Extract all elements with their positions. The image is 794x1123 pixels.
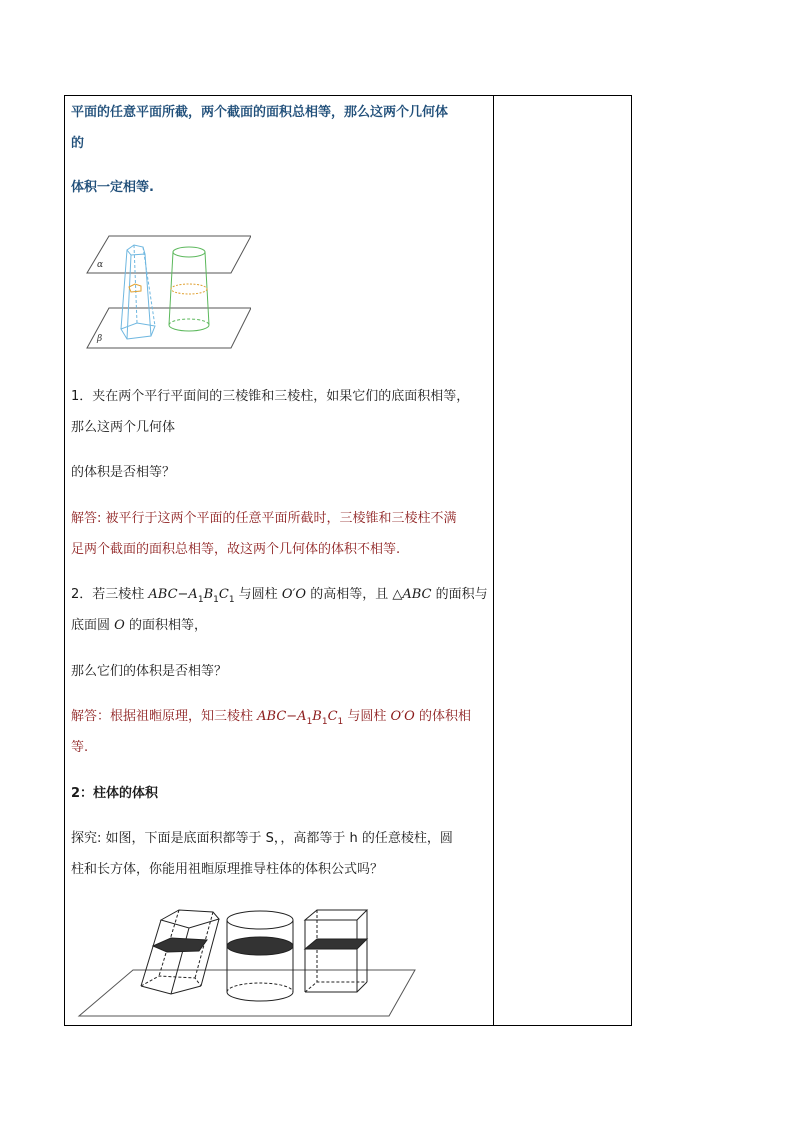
answer-1-line-2: 足两个截面的面积总相等，故这两个几何体的体积不相等. [71, 542, 401, 557]
explore-line-1: 探究: 如图，下面是底面积都等于 S，，高都等于 h 的任意棱柱，圆 [71, 831, 453, 846]
question-1-line-3: 的体积是否相等？ [71, 465, 176, 480]
zuxuan-principle-figure [79, 231, 251, 353]
content-table [64, 95, 632, 1026]
question-2-line-2: 底面圆 O 的面积相等， [71, 618, 207, 633]
intro-line-2: 的 [71, 136, 85, 151]
answer-1-line-1: 解答: 被平行于这两个平面的任意平面所截时，三棱锥和三棱柱不满 [71, 511, 457, 526]
intro-line-1: 平面的任意平面所截，两个截面的面积总相等，那么这两个几何体 [71, 105, 449, 120]
explore-line-2: 柱和长方体，你能用祖暅原理推导柱体的体积公式吗？ [71, 862, 384, 877]
answer-2-line-2: 等. [71, 740, 89, 755]
cylinder-volume-figure [77, 906, 417, 1022]
question-2-line-1: 2．若三棱柱 $ABC-A_1B_1C_1$ 与圆柱 O′O 的高相等，且 △ABC 的面积与 [71, 587, 488, 605]
section-2-title: 2：柱体的体积 [71, 786, 159, 801]
plane-beta-label: β [97, 334, 103, 344]
question-2-line-3: 那么它们的体积是否相等？ [71, 664, 228, 679]
answer-2-line-1: 解答：根据祖暅原理，知三棱柱 $ABC-A_1B_1C_1$ 与圆柱 O′O 的体积相 [71, 709, 471, 727]
column-divider [493, 96, 494, 1025]
plane-alpha-label: α [97, 260, 104, 270]
question-1-line-2: 那么这两个几何体 [71, 420, 176, 435]
intro-line-3: 体积一定相等. [71, 180, 154, 195]
question-1-line-1: 1．夹在两个平行平面间的三棱锥和三棱柱，如果它们的底面积相等， [71, 389, 470, 404]
